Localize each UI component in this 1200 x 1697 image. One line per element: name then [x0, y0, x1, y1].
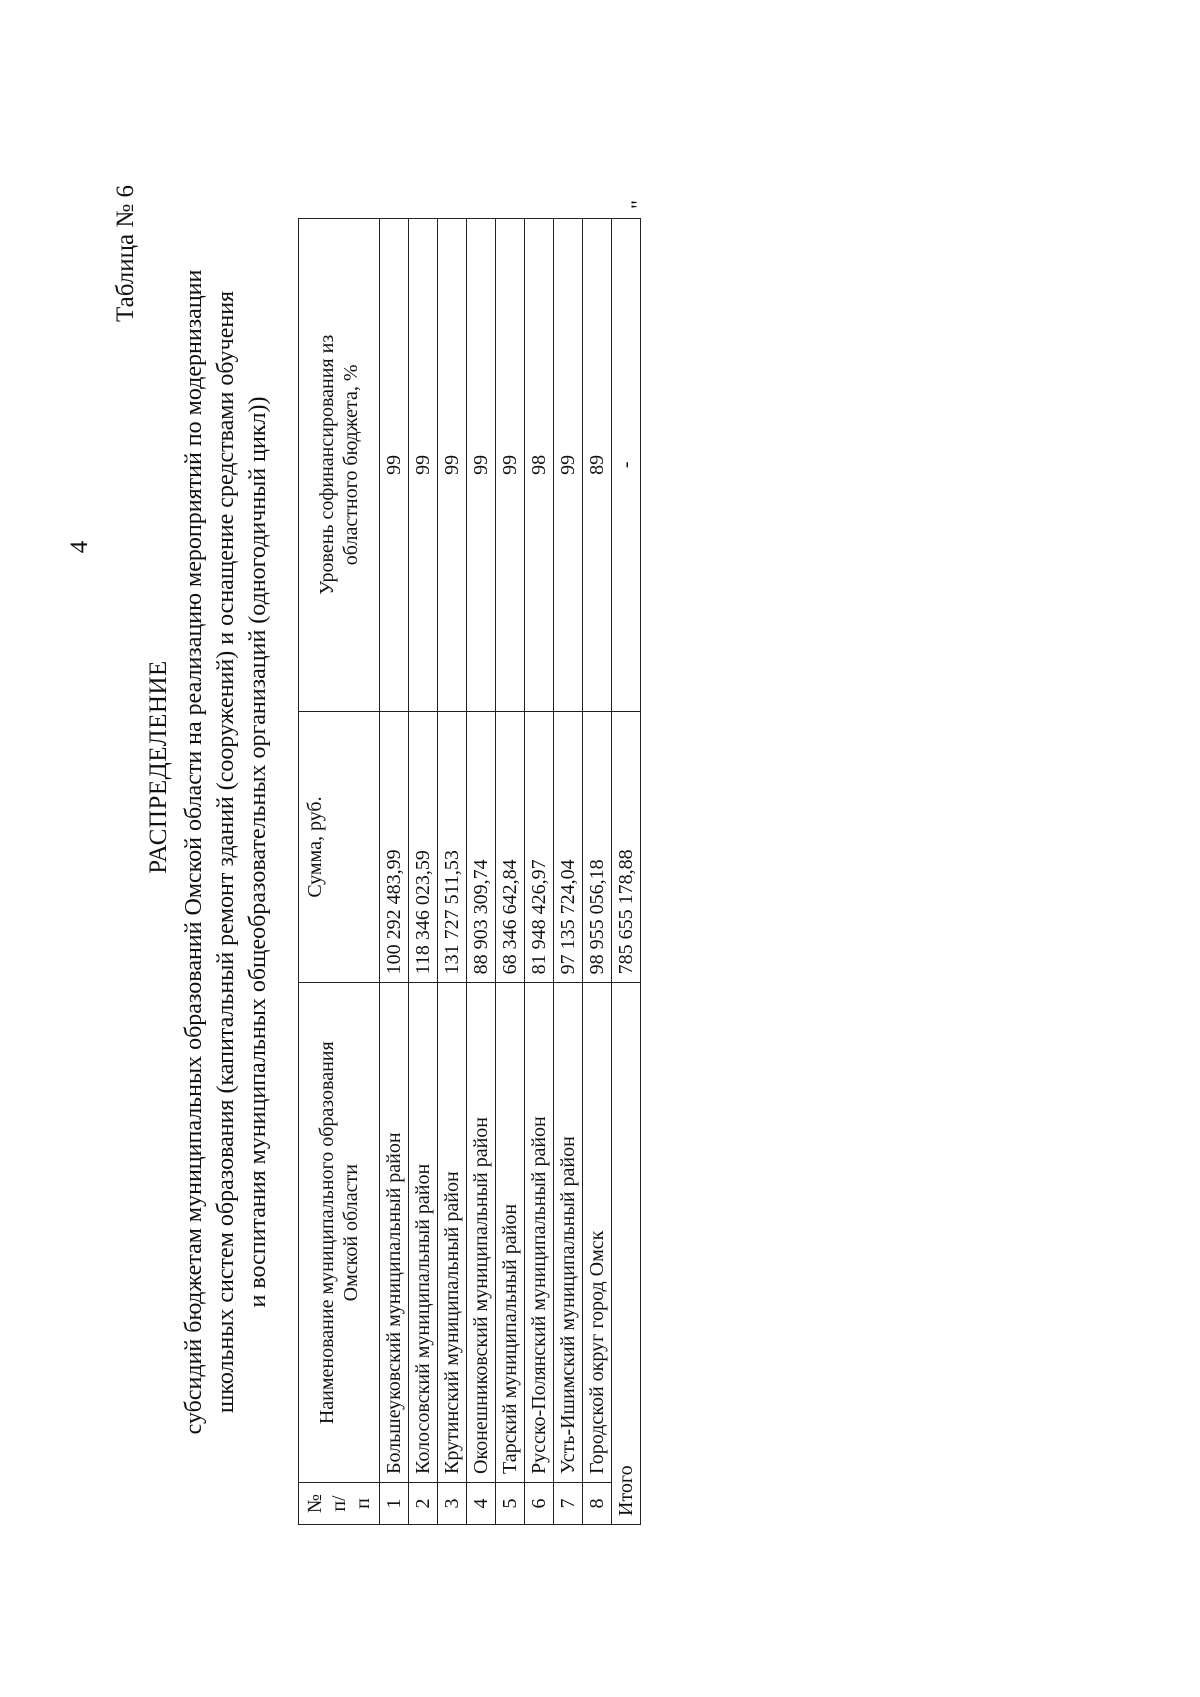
document-title: РАСПРЕДЕЛЕНИЕ: [145, 660, 172, 874]
row-level: 89: [583, 219, 612, 712]
row-municipality: Русско-Полянский муниципальный район: [525, 983, 554, 1483]
subtitle-line-3: и воспитания муниципальных общеобразовательных организаций (одногодичный цикл)): [245, 396, 271, 1308]
row-municipality: Усть-Ишимский муниципальный район: [554, 983, 583, 1483]
row-municipality: Большеуковский муниципальный район: [380, 983, 409, 1483]
table-row: [525, 219, 554, 1525]
subtitle-line-2: школьных систем образования (капитальный ремонт зданий (сооружений) и оснащение средствами обучения: [213, 290, 239, 1414]
row-level: 99: [554, 219, 583, 712]
row-level: 99: [380, 219, 409, 712]
header-number-line-1: №: [304, 1493, 326, 1514]
row-number: 6: [525, 1483, 554, 1525]
table-total-row: [612, 219, 641, 1525]
header-name-line-1: Наименование муниципального образования: [316, 1041, 338, 1425]
header-number-line-2: п/п: [328, 1495, 374, 1512]
table-row: [438, 219, 467, 1525]
row-sum: 68 346 642,84: [496, 711, 525, 983]
row-level: 99: [438, 219, 467, 712]
row-level: 99: [496, 219, 525, 712]
table-row: [496, 219, 525, 1525]
table-row: [583, 219, 612, 1525]
table-row: [409, 219, 438, 1525]
row-number: 8: [583, 1483, 612, 1525]
row-municipality: Оконешниковский муниципальный район: [467, 983, 496, 1483]
table-header-row: [299, 219, 380, 1525]
header-level-line-2: областного бюджета, %: [340, 364, 362, 566]
row-municipality: Крутинский муниципальный район: [438, 983, 467, 1483]
header-sum: Сумма, руб.: [299, 711, 380, 983]
row-sum: 98 955 056,18: [583, 711, 612, 983]
total-sum: 785 655 178,88: [612, 711, 641, 983]
header-cofinancing-level: [299, 219, 380, 712]
distribution-table: [298, 218, 641, 1525]
row-sum: 88 903 309,74: [467, 711, 496, 983]
header-number: [299, 1483, 380, 1525]
row-number: 1: [380, 1483, 409, 1525]
row-municipality: Городской округ город Омск: [583, 983, 612, 1483]
document-subtitle: [178, 232, 274, 1472]
row-number: 3: [438, 1483, 467, 1525]
header-level-line-1: Уровень софинансирования из: [316, 334, 338, 595]
table-row: [467, 219, 496, 1525]
header-name-line-2: Омской области: [340, 1164, 362, 1302]
total-label: Итого: [612, 983, 641, 1525]
row-number: 4: [467, 1483, 496, 1525]
header-municipality-name: [299, 983, 380, 1483]
table-number: Таблица № 6: [112, 185, 139, 323]
table-row: [380, 219, 409, 1525]
row-level: 99: [409, 219, 438, 712]
row-level: 99: [467, 219, 496, 712]
row-municipality: Колосовский муниципальный район: [409, 983, 438, 1483]
row-level: 98: [525, 219, 554, 712]
row-municipality: Тарский муниципальный район: [496, 983, 525, 1483]
row-number: 5: [496, 1483, 525, 1525]
row-sum: 131 727 511,53: [438, 711, 467, 983]
page-number: 4: [66, 540, 93, 554]
row-number: 7: [554, 1483, 583, 1525]
row-sum: 81 948 426,97: [525, 711, 554, 983]
subtitle-line-1: субсидий бюджетам муниципальных образований Омской области на реализацию мероприятий по модернизации: [181, 269, 207, 1435]
row-number: 2: [409, 1483, 438, 1525]
table-row: [554, 219, 583, 1525]
row-sum: 100 292 483,99: [380, 711, 409, 983]
closing-quote: ": [626, 200, 651, 209]
row-sum: 97 135 724,04: [554, 711, 583, 983]
total-level: -: [612, 219, 641, 712]
row-sum: 118 346 023,59: [409, 711, 438, 983]
